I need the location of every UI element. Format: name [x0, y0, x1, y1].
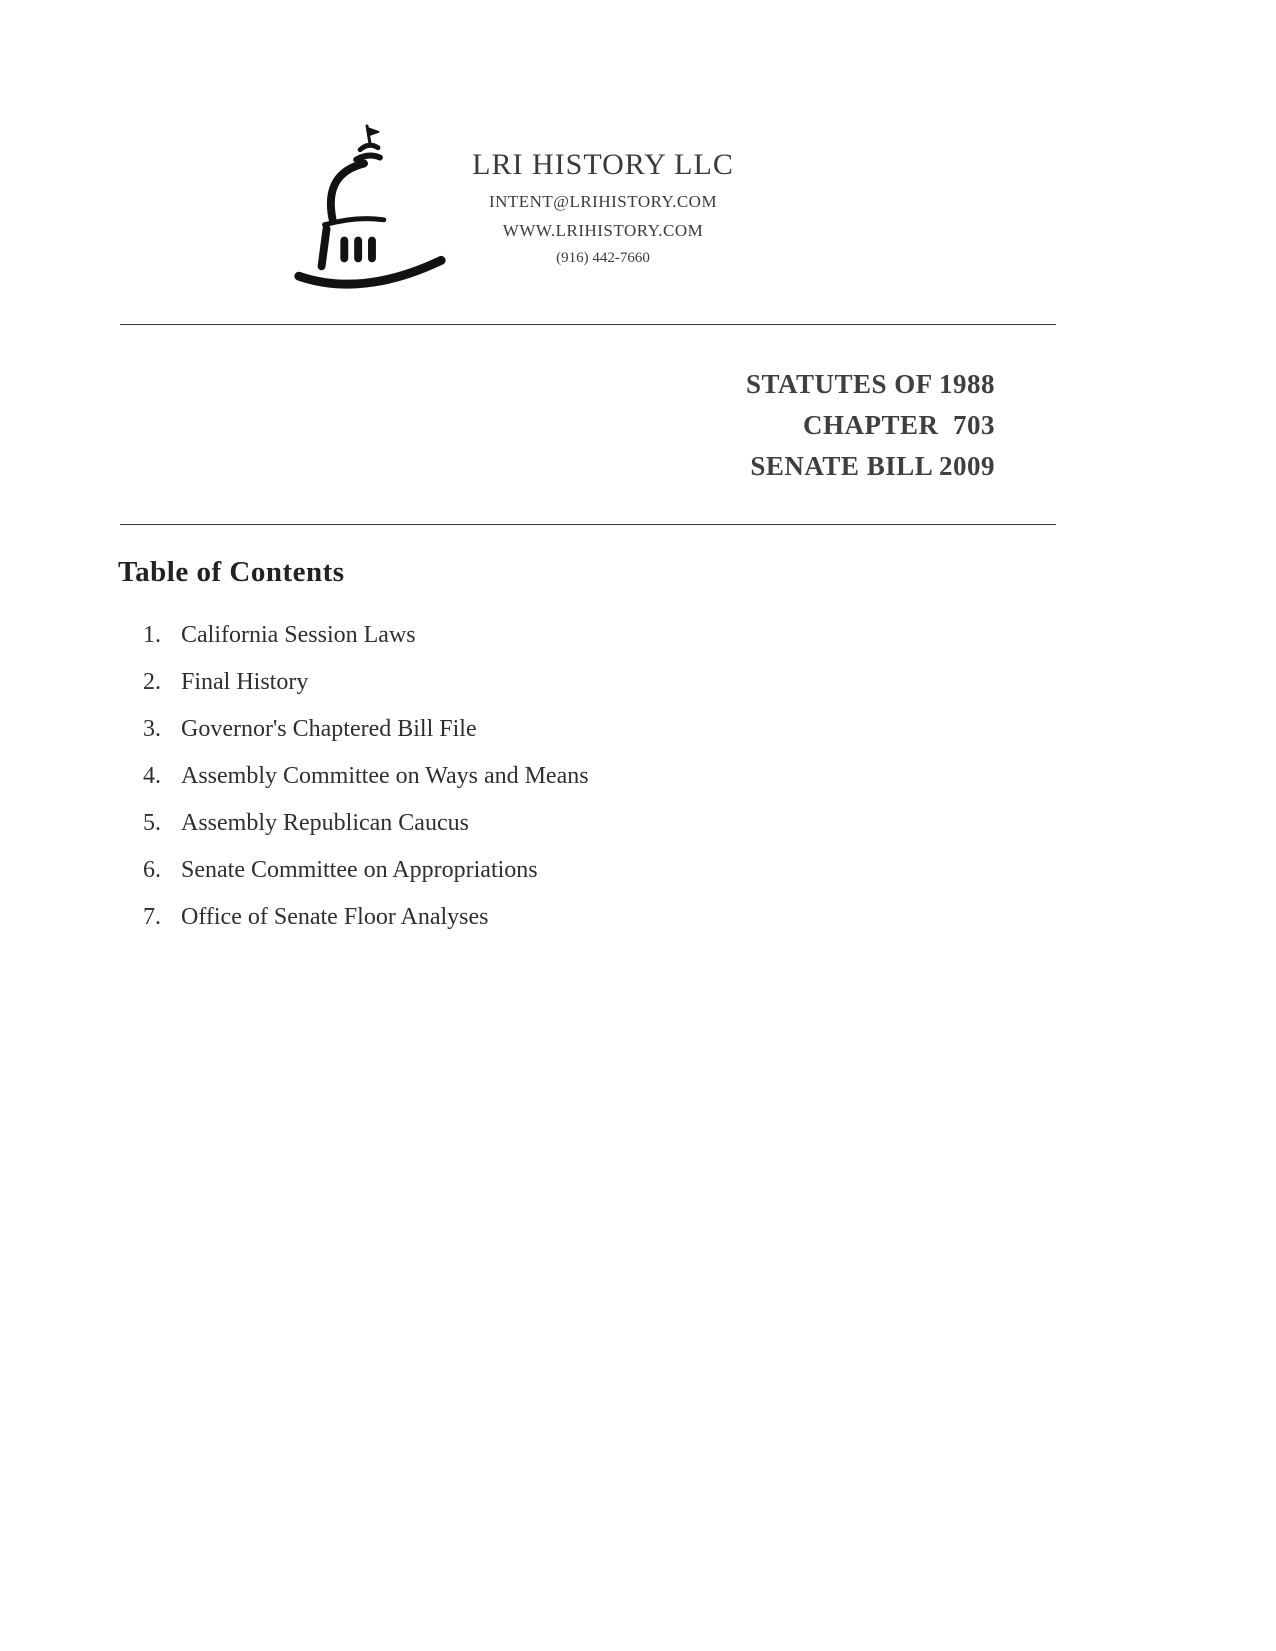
company-name: LRI HISTORY LLC	[472, 148, 734, 181]
toc-item-number: 3.	[143, 716, 161, 742]
toc-item-number: 6.	[143, 857, 161, 883]
toc-item-number: 5.	[143, 810, 161, 836]
toc-item-label: Assembly Republican Caucus	[181, 810, 469, 836]
toc-item-number: 2.	[143, 669, 161, 695]
company-phone: (916) 442-7660	[556, 250, 650, 266]
toc-item	[143, 622, 589, 649]
toc-item-label: Governor's Chaptered Bill File	[181, 716, 477, 742]
company-email: INTENT@LRIHISTORY.COM	[488, 192, 718, 211]
document-title-block	[746, 364, 995, 487]
company-website: WWW.LRIHISTORY.COM	[502, 221, 704, 240]
company-logo	[290, 122, 450, 290]
capitol-dome-icon	[290, 122, 450, 290]
toc-item	[143, 763, 589, 790]
toc-item-number: 7.	[143, 904, 161, 930]
toc-item-number: 4.	[143, 763, 161, 789]
toc-heading: Table of Contents	[118, 556, 345, 588]
senate-bill-line: SENATE BILL 2009	[750, 451, 995, 481]
toc-item-number: 1.	[143, 622, 161, 648]
toc-item	[143, 810, 589, 837]
divider-bottom	[120, 524, 1056, 525]
toc-item-label: California Session Laws	[181, 622, 416, 648]
toc-item-label: Senate Committee on Appropriations	[181, 857, 538, 883]
toc-item-label: Office of Senate Floor Analyses	[181, 904, 489, 930]
toc-item	[143, 669, 589, 696]
toc-item	[143, 857, 589, 884]
toc-item-label: Assembly Committee on Ways and Means	[181, 763, 589, 789]
toc-item	[143, 716, 589, 743]
divider-top	[120, 324, 1056, 325]
toc-item-label: Final History	[181, 669, 309, 695]
toc-item	[143, 904, 589, 931]
company-header	[448, 148, 758, 267]
toc-list	[143, 622, 589, 951]
statutes-line: STATUTES OF 1988	[745, 369, 995, 399]
chapter-line: CHAPTER 703	[802, 410, 995, 440]
